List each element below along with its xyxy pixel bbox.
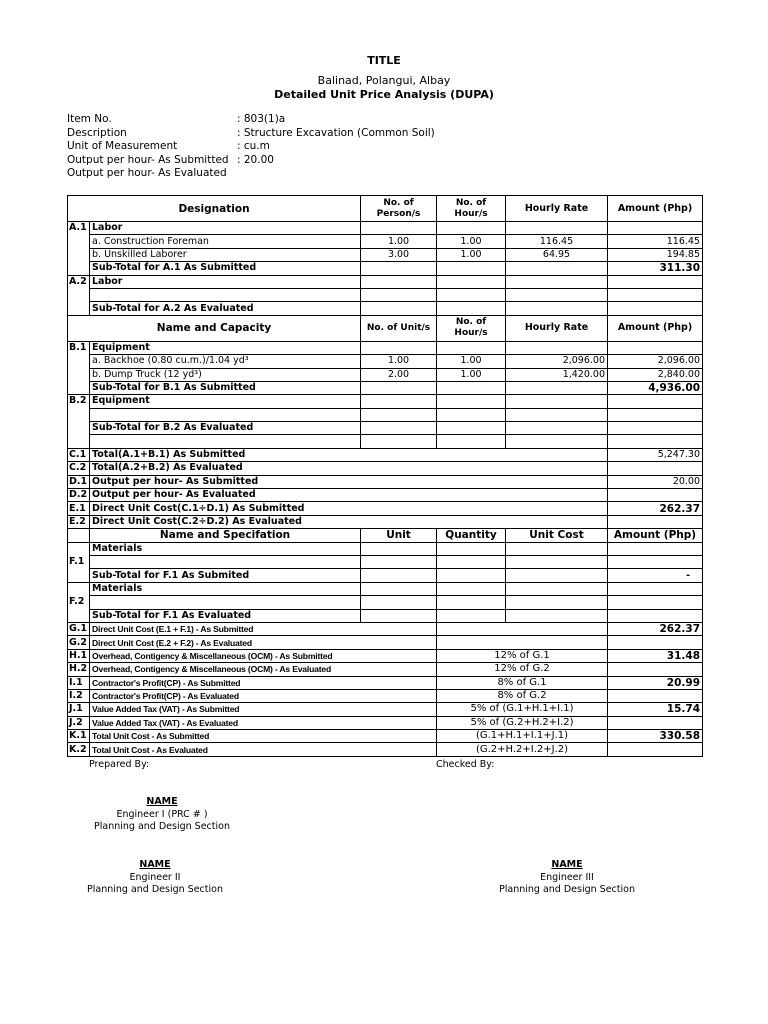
table-row: [68, 555, 703, 568]
total-label: Total(A.2+B.2) As Evaluated: [90, 462, 608, 475]
row-code: H.1: [68, 649, 90, 662]
item-name: a. Construction Foreman: [90, 235, 361, 248]
document-title: TITLE: [367, 54, 401, 67]
subtotal-label: Sub-Total for F.1 As Evaluated: [90, 609, 361, 622]
table-row: [68, 355, 703, 368]
item-hours: 1.00: [437, 355, 506, 368]
row-code: A.1: [68, 222, 90, 276]
summary-label: Value Added Tax (VAT) - As Evaluated: [90, 716, 437, 729]
section-label: Equipment: [90, 341, 361, 354]
item-amount: 194.85: [608, 248, 703, 261]
row-code: I.2: [68, 689, 90, 702]
summary-row: [68, 689, 703, 702]
summary-label: Overhead, Contigency & Miscellaneous (OCM) - As Evaluated: [90, 663, 437, 676]
col-rate: Hourly Rate: [506, 315, 608, 341]
subtotal-value: 311.30: [608, 262, 703, 275]
summary-value: [608, 636, 703, 649]
subtotal-label: Sub-Total for F.1 As Submited: [90, 569, 361, 582]
item-hours: 1.00: [437, 248, 506, 261]
total-label: Total(A.1+B.1) As Submitted: [90, 448, 608, 461]
table-row: [68, 582, 703, 595]
summary-value: 31.48: [608, 649, 703, 662]
row-code: G.2: [68, 636, 90, 649]
table-row: [68, 275, 703, 288]
item-persons: 3.00: [361, 248, 437, 261]
signature-block-2: [55, 859, 255, 897]
row-code: B.2: [68, 395, 90, 449]
summary-value: [608, 663, 703, 676]
col-designation: Designation: [68, 196, 361, 222]
table-row: [68, 341, 703, 354]
col-amount: Amount (Php): [608, 315, 703, 341]
table-row: [68, 462, 703, 475]
table-row: [68, 609, 703, 622]
section-label: Labor: [90, 275, 361, 288]
checked-by-label: Checked By:: [436, 759, 495, 770]
section-label: Materials: [90, 582, 361, 595]
summary-value: 262.37: [608, 622, 703, 635]
row-code: E.1: [68, 502, 90, 515]
subtotal-label: Sub-Total for B.1 As Submitted: [90, 381, 361, 394]
summary-value: [608, 716, 703, 729]
col-amount: Amount (Php): [608, 196, 703, 222]
equipment-header-row: [68, 315, 703, 341]
section-label: Equipment: [90, 395, 361, 408]
summary-label: Direct Unit Cost (E.1 + F.1) - As Submitted: [90, 622, 437, 635]
info-label: Unit of Measurement: [67, 140, 178, 152]
summary-row: [68, 716, 703, 729]
materials-header-row: [68, 529, 703, 542]
col-hours: No. of Hour/s: [437, 196, 506, 222]
table-row: [68, 368, 703, 381]
output-value: 20.00: [608, 475, 703, 488]
summary-formula: (G.1+H.1+I.1+J.1): [437, 730, 608, 743]
summary-row: [68, 730, 703, 743]
col-name-capacity: Name and Capacity: [68, 315, 361, 341]
signatory-office: Planning and Design Section: [499, 884, 635, 895]
summary-row: [68, 663, 703, 676]
summary-formula: 12% of G.1: [437, 649, 608, 662]
summary-formula: 8% of G.2: [437, 689, 608, 702]
summary-row: [68, 649, 703, 662]
col-amount: Amount (Php): [608, 529, 703, 542]
item-hours: 1.00: [437, 235, 506, 248]
section-label: Materials: [90, 542, 361, 555]
table-row: [68, 596, 703, 609]
row-code: C.1: [68, 448, 90, 461]
col-unit-cost: Unit Cost: [506, 529, 608, 542]
signature-block-3: [467, 859, 667, 897]
signatory-position: Engineer I (PRC # ): [116, 808, 208, 820]
table-row: [68, 422, 703, 435]
table-row: [68, 542, 703, 555]
subtotal-label: Sub-Total for A.1 As Submitted: [90, 262, 361, 275]
labor-header-row: [68, 196, 703, 222]
item-amount: 2,096.00: [608, 355, 703, 368]
table-row: [68, 381, 703, 394]
summary-formula: 5% of (G.2+H.2+I.2): [437, 716, 608, 729]
item-units: 2.00: [361, 368, 437, 381]
summary-value: [608, 689, 703, 702]
item-rate: 2,096.00: [506, 355, 608, 368]
item-units: 1.00: [361, 355, 437, 368]
location-text: Balinad, Polangui, Albay: [317, 74, 451, 87]
summary-row: [68, 622, 703, 635]
summary-formula: [437, 622, 608, 635]
signatory-position: Engineer III: [540, 871, 594, 883]
info-value: : cu.m: [237, 140, 270, 152]
signatory-office: Planning and Design Section: [94, 821, 230, 832]
summary-label: Contractor's Profit(CP) - As Evaluated: [90, 689, 437, 702]
summary-formula: [437, 636, 608, 649]
row-code: J.2: [68, 716, 90, 729]
dupa-table: [67, 195, 703, 757]
col-unit: Unit: [361, 529, 437, 542]
table-row: [68, 435, 703, 448]
info-label: Output per hour- As Evaluated: [67, 167, 227, 179]
table-row: [68, 288, 703, 301]
summary-value: 330.58: [608, 730, 703, 743]
col-name-spec: Name and Specifation: [90, 529, 361, 542]
summary-row: [68, 743, 703, 756]
row-code: A.2: [68, 275, 90, 315]
subtotal-label: Sub-Total for B.2 As Evaluated: [90, 422, 361, 435]
direct-cost-label: Direct Unit Cost(C.1÷D.1) As Submitted: [90, 502, 608, 515]
subtotal-value: -: [608, 569, 703, 582]
item-amount: 2,840.00: [608, 368, 703, 381]
item-amount: 116.45: [608, 235, 703, 248]
table-row: [68, 248, 703, 261]
summary-label: Total Unit Cost - As Evaluated: [90, 743, 437, 756]
col-persons: No. of Person/s: [361, 196, 437, 222]
table-row: [68, 502, 703, 515]
summary-row: [68, 703, 703, 716]
summary-label: Value Added Tax (VAT) - As Submitted: [90, 703, 437, 716]
summary-row: [68, 636, 703, 649]
summary-formula: 8% of G.1: [437, 676, 608, 689]
table-row: [68, 235, 703, 248]
col-units: No. of Unit/s: [361, 315, 437, 341]
table-row: [68, 515, 703, 528]
summary-value: 15.74: [608, 703, 703, 716]
direct-cost-label: Direct Unit Cost(C.2÷D.2) As Evaluated: [90, 515, 608, 528]
table-row: [68, 489, 703, 502]
col-quantity: Quantity: [437, 529, 506, 542]
table-row: [68, 262, 703, 275]
subtotal-value: 4,936.00: [608, 381, 703, 394]
table-row: [68, 222, 703, 235]
summary-label: Direct Unit Cost (E.2 + F.2) - As Evaluated: [90, 636, 437, 649]
item-name: b. Dump Truck (12 yd³): [90, 368, 361, 381]
section-label: Labor: [90, 222, 361, 235]
subtotal-label: Sub-Total for A.2 As Evaluated: [90, 302, 361, 315]
item-rate: 1,420.00: [506, 368, 608, 381]
summary-formula: (G.2+H.2+I.2+J.2): [437, 743, 608, 756]
info-value: : 20.00: [237, 153, 274, 166]
table-row: [68, 475, 703, 488]
output-label: Output per hour- As Evaluated: [90, 489, 608, 502]
row-code: F.1: [68, 542, 90, 582]
info-value: : Structure Excavation (Common Soil): [237, 126, 435, 139]
summary-formula: 12% of G.2: [437, 663, 608, 676]
row-code: J.1: [68, 703, 90, 716]
item-name: a. Backhoe (0.80 cu.m.)/1.04 yd³: [90, 355, 361, 368]
row-code: F.2: [68, 582, 90, 622]
row-code: D.1: [68, 475, 90, 488]
signatory-name: NAME: [146, 796, 178, 807]
total-value: 5,247.30: [608, 448, 703, 461]
row-code: G.1: [68, 622, 90, 635]
row-code: B.1: [68, 341, 90, 395]
table-row: [68, 448, 703, 461]
signature-block-1: [62, 796, 262, 834]
prepared-by-label: Prepared By:: [89, 759, 150, 770]
summary-row: [68, 676, 703, 689]
summary-label: Total Unit Cost - As Submitted: [90, 730, 437, 743]
row-code: C.2: [68, 462, 90, 475]
table-row: [68, 302, 703, 315]
row-code: K.2: [68, 743, 90, 756]
row-code: K.1: [68, 730, 90, 743]
row-code: I.1: [68, 676, 90, 689]
summary-formula: 5% of (G.1+H.1+I.1): [437, 703, 608, 716]
info-label: Item No.: [67, 113, 112, 125]
row-code: E.2: [68, 515, 90, 528]
col-hours: No. of Hour/s: [437, 315, 506, 341]
info-label: Output per hour- As Submitted: [67, 153, 229, 166]
table-row: [68, 395, 703, 408]
signatory-name: NAME: [551, 859, 583, 870]
item-rate: 64.95: [506, 248, 608, 261]
table-row: [68, 569, 703, 582]
item-hours: 1.00: [437, 368, 506, 381]
output-label: Output per hour- As Submitted: [90, 475, 608, 488]
item-name: b. Unskilled Laborer: [90, 248, 361, 261]
item-rate: 116.45: [506, 235, 608, 248]
item-persons: 1.00: [361, 235, 437, 248]
info-label: Description: [67, 126, 127, 139]
summary-value: [608, 743, 703, 756]
info-value: : 803(1)a: [237, 113, 286, 125]
row-code: D.2: [68, 489, 90, 502]
signatory-office: Planning and Design Section: [87, 884, 223, 895]
row-code: H.2: [68, 663, 90, 676]
signatory-position: Engineer II: [129, 871, 181, 883]
direct-cost-value: 262.37: [608, 502, 703, 515]
document-subtitle: Detailed Unit Price Analysis (DUPA): [274, 88, 494, 101]
signatory-name: NAME: [139, 859, 171, 870]
summary-label: Overhead, Contigency & Miscellaneous (OCM) - As Submitted: [90, 649, 437, 662]
table-row: [68, 408, 703, 421]
summary-value: 20.99: [608, 676, 703, 689]
col-rate: Hourly Rate: [506, 196, 608, 222]
summary-label: Contractor's Profit(CP) - As Submitted: [90, 676, 437, 689]
